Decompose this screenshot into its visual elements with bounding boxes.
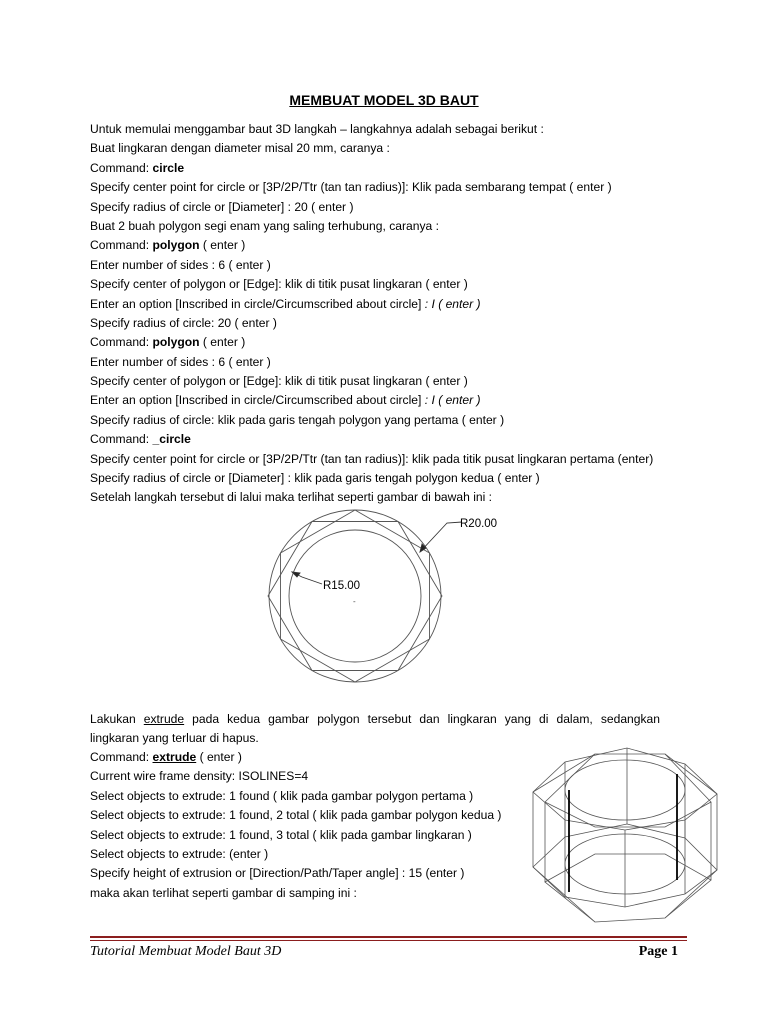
line-17: Specify center point for circle or [3P/2P/Ttr (tan tan radius)]: klik pada titik pusat lingkaran pertama (enter) (90, 451, 654, 466)
line-3: Specify center point for circle or [3P/2P/Ttr (tan tan radius)]: Klik pada sembarang tempat ( enter ) (90, 180, 612, 195)
inner-circle (289, 530, 421, 662)
dimension-label-inner: R15.00 (323, 580, 361, 592)
line-9: Enter an option [Inscribed in circle/Circumscribed about circle] : I ( enter ) (90, 296, 481, 311)
line-16: Command: _circle (90, 432, 191, 447)
line-4: Specify radius of circle or [Diameter] : 20 ( enter ) (90, 199, 354, 214)
page-title: MEMBUAT MODEL 3D BAUT (289, 92, 479, 108)
lower-line-3: Select objects to extrude: 1 found, 2 total ( klik pada gambar polygon kedua ) (90, 808, 502, 823)
line-8: Specify center of polygon or [Edge]: klik di titik pusat lingkaran ( enter ) (90, 277, 468, 292)
lower-line-4: Select objects to extrude: 1 found, 3 total ( klik pada gambar lingkaran ) (90, 827, 472, 842)
instruction-lines (90, 120, 690, 508)
footer-title: Tutorial Membuat Model Baut 3D (90, 944, 282, 959)
outer-circle (269, 510, 441, 682)
page-number: Page 1 (638, 944, 678, 959)
lower-line-0: Command: extrude ( enter ) (90, 750, 242, 764)
dimension-label-outer: R20.00 (460, 518, 498, 530)
figure-extruded-wireframe (525, 742, 730, 927)
lower-line-2: Select objects to extrude: 1 found ( klik pada gambar polygon pertama ) (90, 788, 474, 803)
command-keyword: circle (152, 160, 185, 175)
figure-extruded-wireframe-drawing (525, 742, 730, 927)
line-5: Buat 2 buah polygon segi enam yang saling terhubung, caranya : (90, 218, 439, 233)
hexagon-rotated (268, 522, 442, 671)
command-keyword: _circle (152, 432, 191, 447)
extrude-steps (90, 748, 530, 903)
lower-line-1: Current wire frame density: ISOLINES=4 (90, 769, 309, 784)
line-19: Setelah langkah tersebut di lalui maka terlihat seperti gambar di bawah ini : (90, 490, 493, 505)
paragraph2-line2: lingkaran yang terluar di hapus. (90, 731, 259, 746)
extrude-underlined: extrude (143, 712, 185, 726)
line-10: Specify radius of circle: 20 ( enter ) (90, 315, 277, 330)
line-11: Command: polygon ( enter ) (90, 335, 246, 350)
lower-line-7: maka akan terlihat seperti gambar di samping ini : (90, 885, 357, 900)
command-keyword: extrude (152, 750, 197, 764)
footer-rule (90, 936, 687, 938)
lower-line-6: Specify height of extrusion or [Direction/Path/Taper angle] : 15 (enter ) (90, 866, 465, 881)
command-keyword: polygon (152, 238, 200, 253)
figure-circle-hexagon-drawing (262, 508, 512, 708)
lower-line-5: Select objects to extrude: (enter ) (90, 846, 269, 861)
line-0: Untuk memulai menggambar baut 3D langkah – langkahnya adalah sebagai berikut : (90, 122, 544, 136)
leader-inner-arrow (292, 572, 300, 577)
line-6: Command: polygon ( enter ) (90, 238, 246, 253)
line-2: Command: circle (90, 160, 185, 175)
line-12: Enter number of sides : 6 ( enter ) (90, 354, 271, 369)
line-1: Buat lingkaran dengan diameter misal 20 mm, caranya : (90, 141, 390, 156)
command-keyword: polygon (152, 335, 200, 350)
figure-circle-hexagon (262, 508, 512, 708)
paragraph2-line1: Lakukan extrude pada kedua gambar polygon tersebut dan lingkaran yang di dalam, sedangkan (90, 712, 660, 726)
line-14: Enter an option [Inscribed in circle/Circumscribed about circle] : I ( enter ) (90, 393, 481, 408)
svg-text:-: - (353, 597, 356, 606)
line-15: Specify radius of circle: klik pada garis tengah polygon yang pertama ( enter ) (90, 412, 505, 427)
footer-rule-thin (90, 940, 687, 941)
hexagon-circumscribed (281, 510, 430, 682)
line-18: Specify radius of circle or [Diameter] : klik pada garis tengah polygon kedua ( enter ) (90, 471, 540, 486)
line-7: Enter number of sides : 6 ( enter ) (90, 257, 271, 272)
line-13: Specify center of polygon or [Edge]: klik di titik pusat lingkaran ( enter ) (90, 374, 468, 389)
